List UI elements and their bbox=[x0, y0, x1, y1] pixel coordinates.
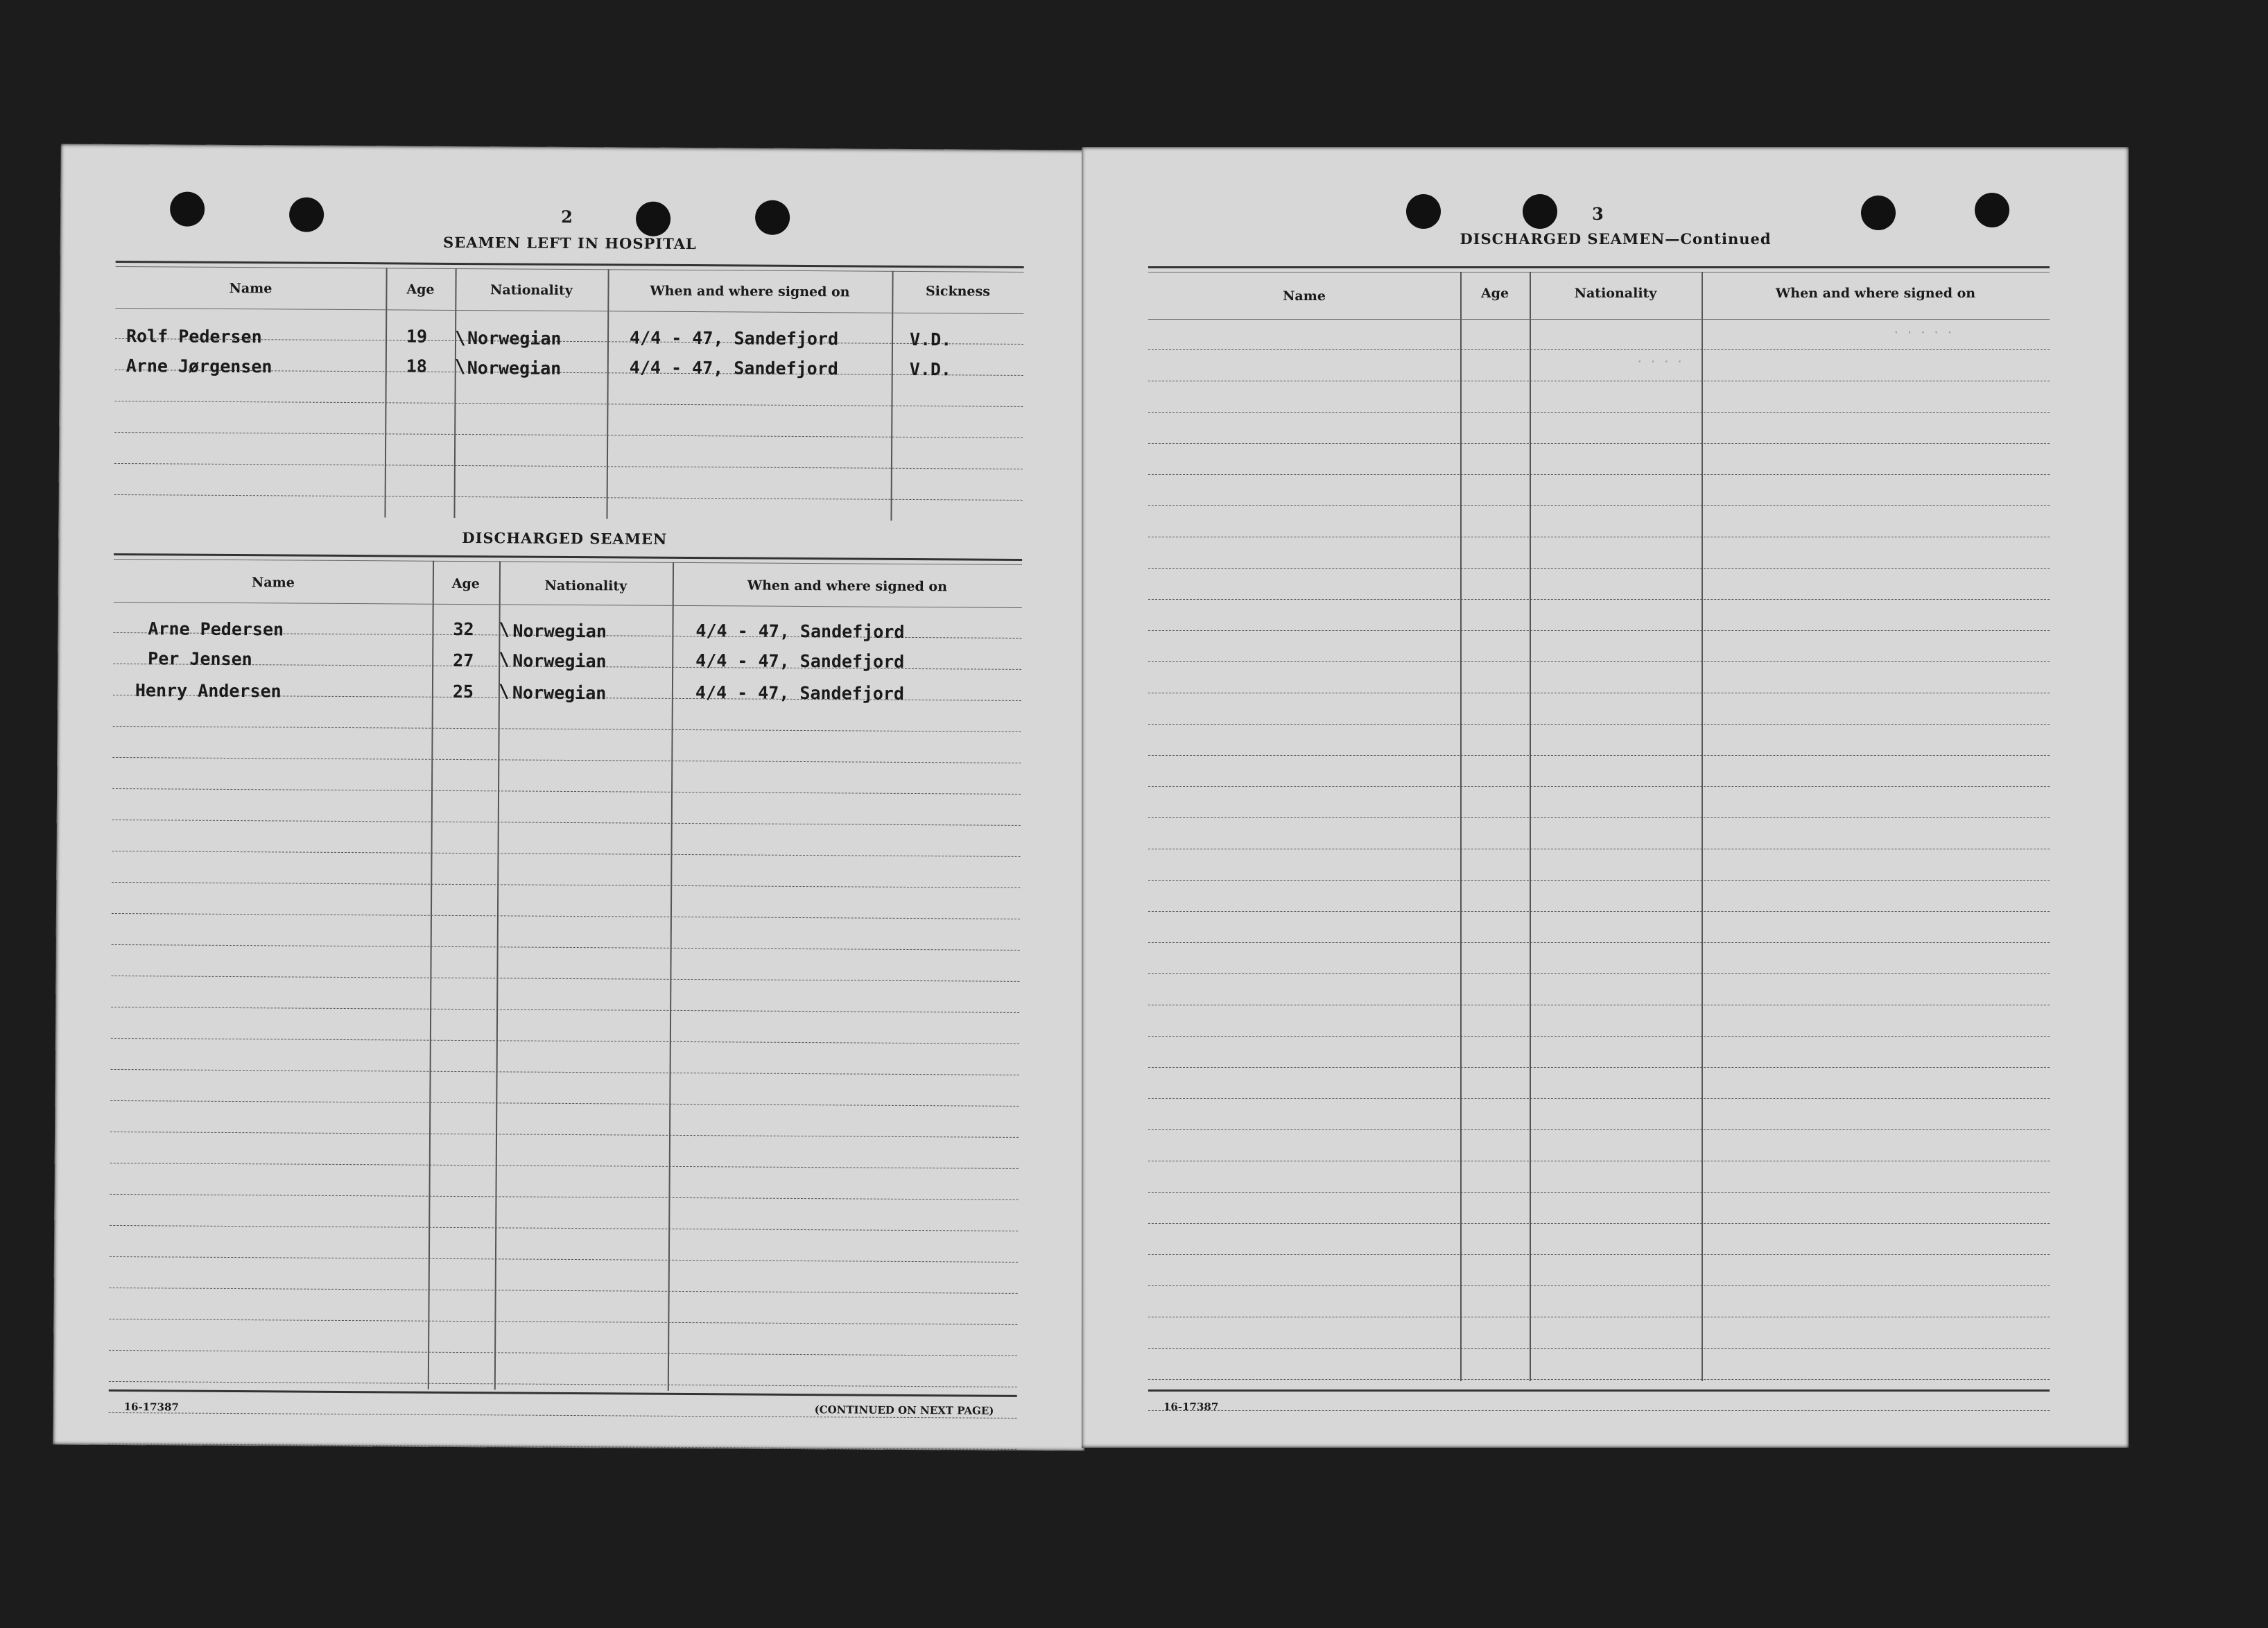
sickness: V.D. bbox=[909, 329, 952, 350]
check-mark: \ bbox=[454, 327, 466, 349]
signed-on: 4/4 - 47, Sandefjord bbox=[629, 327, 839, 349]
signed-on: 4/4 - 47, Sandefjord bbox=[695, 621, 905, 642]
punch-hole bbox=[170, 191, 205, 226]
col-sickness: Sickness bbox=[925, 284, 991, 300]
col-age: Age bbox=[1480, 286, 1509, 301]
seaman-age: 25 bbox=[452, 681, 474, 702]
punch-hole bbox=[636, 202, 670, 236]
bleed-through-text: · · · · · bbox=[1893, 326, 1953, 339]
signed-on: 4/4 - 47, Sandefjord bbox=[695, 650, 905, 672]
page-number: 3 bbox=[1592, 204, 1604, 224]
col-name: Name bbox=[1283, 288, 1326, 304]
check-mark: \ bbox=[454, 356, 466, 378]
discharged-continued-title: DISCHARGED SEAMEN—Continued bbox=[1460, 230, 1772, 248]
seaman-nationality: Norwegian bbox=[512, 682, 607, 704]
sickness: V.D. bbox=[909, 358, 952, 380]
punch-hole bbox=[1406, 194, 1441, 229]
seaman-name: Per Jensen bbox=[148, 648, 252, 670]
seaman-nationality: Norwegian bbox=[512, 621, 607, 642]
left-page bbox=[53, 144, 1092, 1451]
col-name: Name bbox=[229, 280, 272, 297]
col-age: Age bbox=[406, 282, 435, 297]
ruled-lines bbox=[1148, 319, 2050, 1411]
seaman-name: Arne Jørgensen bbox=[125, 356, 272, 377]
col-signed-on: When and where signed on bbox=[1775, 286, 1976, 301]
continued-note: (CONTINUED ON NEXT PAGE) bbox=[814, 1403, 994, 1417]
col-nationality: Nationality bbox=[544, 578, 627, 594]
discharged-section-title: DISCHARGED SEAMEN bbox=[462, 529, 668, 548]
col-name: Name bbox=[251, 575, 295, 591]
signed-on: 4/4 - 47, Sandefjord bbox=[695, 682, 905, 704]
col-nationality: Nationality bbox=[490, 282, 573, 298]
seaman-name: Rolf Pedersen bbox=[125, 326, 262, 347]
check-mark: \ bbox=[499, 619, 510, 641]
punch-hole bbox=[1975, 193, 2009, 227]
check-mark: \ bbox=[498, 681, 510, 702]
hospital-section-title: SEAMEN LEFT IN HOSPITAL bbox=[442, 233, 697, 253]
punch-hole bbox=[1861, 196, 1896, 230]
check-mark: \ bbox=[499, 649, 510, 670]
seaman-age: 19 bbox=[406, 326, 428, 347]
ruled-lines bbox=[108, 602, 1021, 1450]
seaman-nationality: Norwegian bbox=[467, 358, 562, 379]
col-signed-on: When and where signed on bbox=[650, 283, 850, 300]
seaman-name: Henry Andersen bbox=[135, 680, 282, 702]
punch-hole bbox=[289, 197, 324, 232]
punch-hole bbox=[1523, 194, 1557, 229]
seaman-nationality: Norwegian bbox=[467, 328, 562, 349]
form-number: 16-17387 bbox=[123, 1401, 179, 1414]
seaman-age: 32 bbox=[453, 618, 474, 640]
signed-on: 4/4 - 47, Sandefjord bbox=[629, 357, 838, 379]
right-page bbox=[1082, 147, 2129, 1448]
col-signed-on: When and where signed on bbox=[747, 578, 948, 595]
punch-hole bbox=[755, 200, 790, 235]
seaman-name: Arne Pedersen bbox=[148, 618, 284, 640]
seaman-age: 27 bbox=[453, 650, 474, 671]
bleed-through-text: · · · · bbox=[1636, 355, 1683, 368]
col-age: Age bbox=[451, 575, 481, 592]
page-number: 2 bbox=[561, 206, 573, 227]
seaman-age: 18 bbox=[406, 356, 427, 376]
seaman-nationality: Norwegian bbox=[512, 650, 607, 672]
form-number: 16-17387 bbox=[1163, 1401, 1219, 1413]
col-nationality: Nationality bbox=[1574, 286, 1657, 301]
